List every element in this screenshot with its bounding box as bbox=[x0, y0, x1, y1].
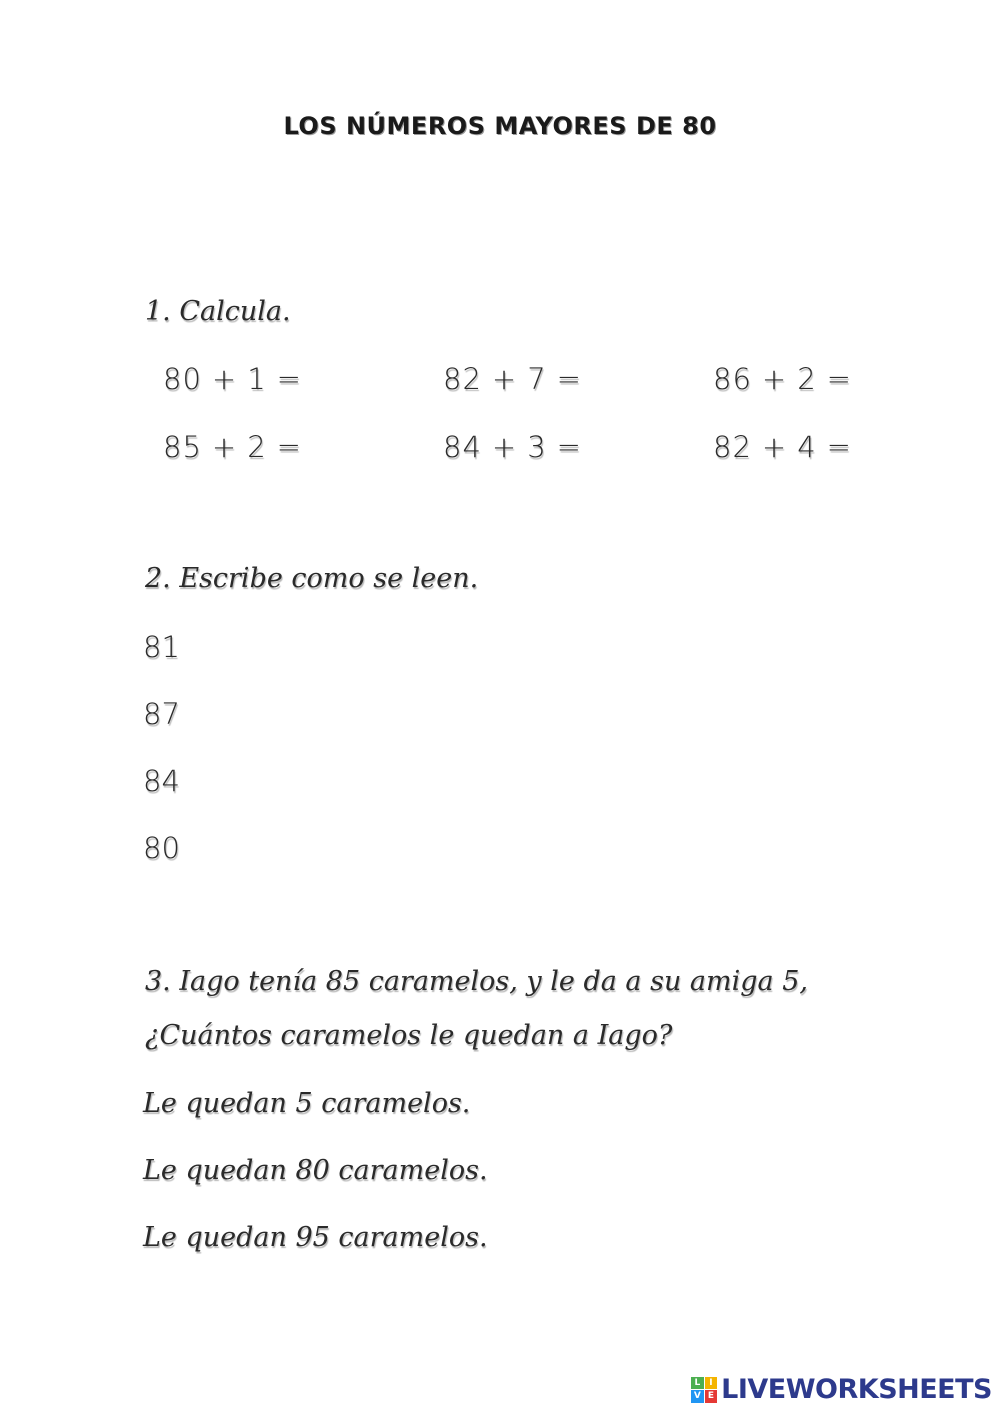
liveworksheets-logo bbox=[691, 1374, 992, 1405]
answer-option[interactable]: Le quedan 95 caramelos. bbox=[143, 1222, 488, 1253]
answer-option[interactable]: Le quedan 5 caramelos. bbox=[143, 1088, 471, 1119]
page-title: LOS NÚMEROS MAYORES DE 80 bbox=[283, 112, 717, 140]
equation-4: 85 + 2 = bbox=[163, 430, 302, 464]
equation-6: 82 + 4 = bbox=[713, 430, 852, 464]
logo-letter: I bbox=[705, 1377, 718, 1390]
number-item: 80 bbox=[143, 831, 180, 865]
logo-letter: V bbox=[691, 1390, 704, 1403]
logo-text: LIVEWORKSHEETS bbox=[721, 1374, 992, 1405]
section3-question-line2: ¿Cuántos caramelos le quedan a Iago? bbox=[145, 1020, 673, 1051]
section1-heading: 1. Calcula. bbox=[145, 296, 291, 327]
logo-letter: L bbox=[691, 1377, 704, 1390]
number-item: 87 bbox=[143, 697, 180, 731]
section3-question-line1: 3. Iago tenía 85 caramelos, y le da a su amiga 5, bbox=[145, 966, 808, 997]
answer-option[interactable]: Le quedan 80 caramelos. bbox=[143, 1155, 488, 1186]
logo-letter: E bbox=[705, 1390, 718, 1403]
equation-2: 82 + 7 = bbox=[443, 362, 582, 396]
equation-5: 84 + 3 = bbox=[443, 430, 582, 464]
number-item: 84 bbox=[143, 764, 180, 798]
logo-mark-icon bbox=[691, 1377, 717, 1403]
equation-3: 86 + 2 = bbox=[713, 362, 852, 396]
section2-heading: 2. Escribe como se leen. bbox=[145, 563, 479, 594]
number-item: 81 bbox=[143, 630, 180, 664]
equation-1: 80 + 1 = bbox=[163, 362, 302, 396]
